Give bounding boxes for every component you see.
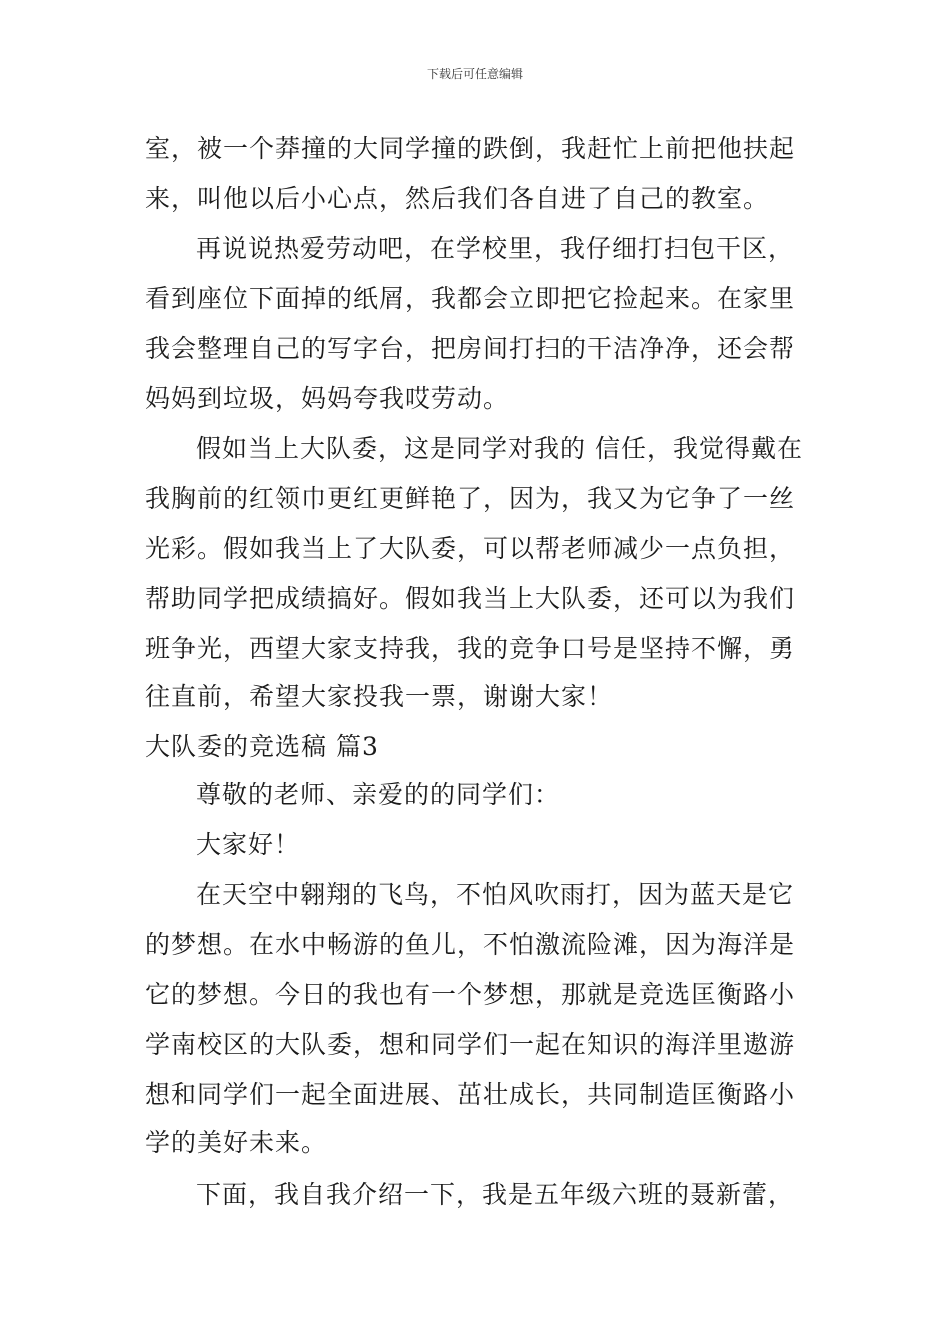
greeting-line: 尊敬的老师、亲爱的的同学们：	[196, 780, 561, 809]
paragraph-line: 它的梦想。今日的我也有一个梦想，那就是竞选匡衡路小	[145, 980, 796, 1009]
paragraph-line: 我会整理自己的写字台，把房间打扫的干洁净净，还会帮	[145, 334, 796, 363]
greeting-line: 大家好！	[196, 830, 301, 859]
paragraph-line: 看到座位下面掉的纸屑，我都会立即把它捡起来。在家里	[145, 284, 796, 313]
paragraph-line: 帮助同学把成绩搞好。假如我当上大队委，还可以为我们	[145, 584, 796, 613]
paragraph-line: 妈妈到垃圾，妈妈夸我哎劳动。	[145, 384, 510, 413]
paragraph-line: 再说说热爱劳动吧，在学校里，我仔细打扫包干区，	[196, 234, 795, 263]
paragraph-line: 下面，我自我介绍一下，我是五年级六班的聂新蕾，	[196, 1180, 795, 1209]
paragraph-line: 班争光，西望大家支持我，我的竞争口号是坚持不懈，勇	[145, 634, 796, 663]
paragraph-line: 的梦想。在水中畅游的鱼儿，不怕激流险滩，因为海洋是	[145, 930, 796, 959]
paragraph-line: 室，被一个莽撞的大同学撞的跌倒，我赶忙上前把他扶起	[145, 134, 796, 163]
paragraph-line: 往直前，希望大家投我一票，谢谢大家！	[145, 682, 614, 711]
paragraph-line: 学南校区的大队委，想和同学们一起在知识的海洋里遨游	[145, 1030, 796, 1059]
paragraph-line: 来，叫他以后小心点，然后我们各自进了自己的教室。	[145, 184, 770, 213]
paragraph-line: 在天空中翱翔的飞鸟，不怕风吹雨打，因为蓝天是它	[196, 880, 795, 909]
section-heading: 大队委的竞选稿 篇3	[145, 732, 379, 761]
paragraph-line: 光彩。假如我当上了大队委，可以帮老师减少一点负担，	[145, 534, 796, 563]
paragraph-line: 假如当上大队委，这是同学对我的 信任，我觉得戴在	[196, 434, 803, 463]
page-header: 下载后可任意编辑	[426, 67, 523, 81]
paragraph-line: 我胸前的红领巾更红更鲜艳了，因为，我又为它争了一丝	[145, 484, 796, 513]
paragraph-line: 学的美好未来。	[145, 1128, 328, 1157]
paragraph-line: 想和同学们一起全面进展、茁壮成长，共同制造匡衡路小	[145, 1080, 796, 1109]
